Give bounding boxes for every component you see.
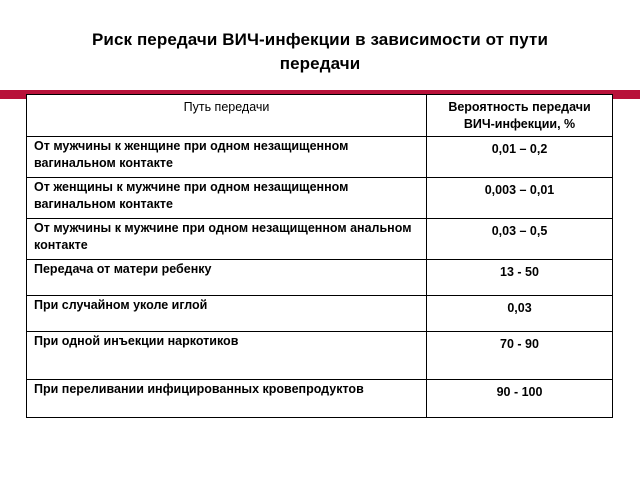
table-row: [27, 137, 613, 178]
table-header-row: [27, 95, 613, 137]
route-cell: От женщины к мужчине при одном незащищенном вагинальном контакте: [27, 178, 427, 219]
table-row: [27, 260, 613, 296]
table-row: [27, 380, 613, 418]
route-cell: Передача от матери ребенку: [27, 260, 427, 296]
probability-cell: 0,03 – 0,5: [427, 219, 613, 260]
probability-cell: 70 - 90: [427, 332, 613, 380]
slide-title: [40, 28, 600, 76]
transmission-risk-table: [26, 94, 613, 418]
probability-cell: 0,01 – 0,2: [427, 137, 613, 178]
table-row: [27, 296, 613, 332]
probability-cell: 13 - 50: [427, 260, 613, 296]
probability-cell: 90 - 100: [427, 380, 613, 418]
column-header-route: Путь передачи: [27, 95, 427, 137]
route-cell: При одной инъекции наркотиков: [27, 332, 427, 380]
route-cell: При переливании инфицированных кровепродуктов: [27, 380, 427, 418]
route-cell: При случайном уколе иглой: [27, 296, 427, 332]
table-row: [27, 219, 613, 260]
table-row: [27, 178, 613, 219]
slide-title-line-1: Риск передачи ВИЧ-инфекции в зависимости от пути: [91, 30, 549, 49]
column-header-probability: Вероятность передачи ВИЧ-инфекции, %: [427, 95, 613, 137]
slide-title-line-2: передачи: [279, 54, 361, 73]
route-cell: От мужчины к женщине при одном незащищенном вагинальном контакте: [27, 137, 427, 178]
route-cell: От мужчины к мужчине при одном незащищенном анальном контакте: [27, 219, 427, 260]
probability-cell: 0,003 – 0,01: [427, 178, 613, 219]
probability-cell: 0,03: [427, 296, 613, 332]
table-row: [27, 332, 613, 380]
